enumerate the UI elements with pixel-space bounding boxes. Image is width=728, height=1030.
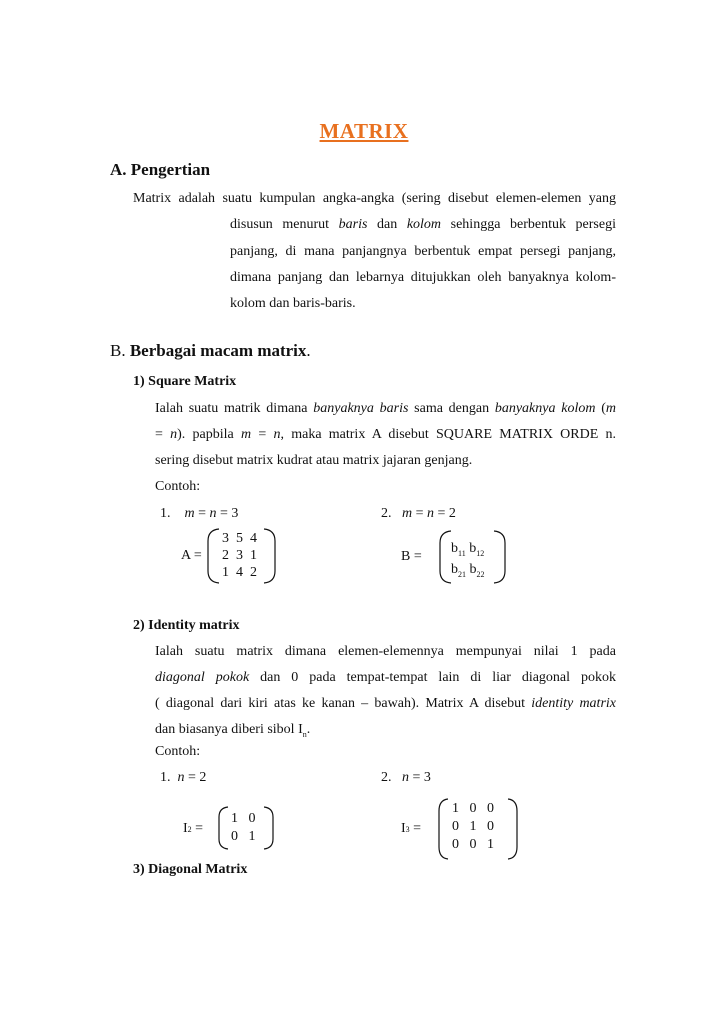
matrix-i3-row-3: 0 0 1 (452, 837, 494, 852)
matrix-i3-row-2: 0 1 0 (452, 819, 494, 834)
identity-line-1: Ialah suatu matrix dimana elemen-elemennya mempunyai nilai 1 pada (155, 644, 616, 659)
identity-contoh: Contoh: (155, 744, 201, 759)
section-a-heading: A. Pengertian (110, 160, 211, 179)
matrix-i3-row-1: 1 0 0 (452, 801, 494, 816)
matrix-b-row-2: $b_{21}$ $b_{22}$ (451, 562, 485, 579)
square-matrix-heading: 1) Square Matrix (133, 374, 237, 389)
identity-line-4: dan biasanya diberi sibol $I_n$. (155, 722, 311, 739)
section-a-line-2: disusun menurut baris dan kolom sehingga berbentuk persegi (230, 217, 616, 232)
matrix-a-row-1: 3 5 4 (222, 531, 257, 546)
section-a-line-3: panjang, di mana panjangnya berbentuk empat persegi panjang, (230, 244, 616, 259)
matrix-i2-row-1: 1 0 (231, 811, 256, 826)
square-line-3: sering disebut matrix kudrat atau matrix jajaran genjang. (155, 453, 473, 468)
square-contoh: Contoh: (155, 479, 201, 494)
matrix-i2-left-bracket (216, 805, 230, 851)
section-b-heading: B. Berbagai macam matrix. (110, 341, 311, 360)
matrix-b-right-bracket (492, 529, 508, 585)
matrix-i3-label: I3 = (401, 821, 422, 836)
section-a-line-1: Matrix adalah suatu kumpulan angka-angka (sering disebut elemen-elemen yang (133, 191, 616, 206)
matrix-a-row-3: 1 4 2 (222, 565, 257, 580)
section-a-line-4: dimana panjang dan lebarnya ditujukkan oleh banyaknya kolom- (230, 270, 616, 285)
matrix-a-label: A = (181, 548, 202, 563)
matrix-i3-left-bracket (436, 797, 450, 861)
section-a-line-5: kolom dan baris-baris. (230, 296, 356, 311)
square-line-2: = n). papbila m = n, maka matrix A disebut SQUARE MATRIX ORDE n. (155, 427, 617, 442)
square-line-1: Ialah suatu matrik dimana banyaknya baris sama dengan banyaknya kolom (m (155, 401, 616, 416)
matrix-a-right-bracket (262, 527, 278, 585)
matrix-a-row-2: 2 3 1 (222, 548, 257, 563)
square-example-2: 2. m = n = 2 (381, 506, 456, 521)
identity-matrix-heading: 2) Identity matrix (133, 618, 240, 633)
matrix-i2-right-bracket (262, 805, 276, 851)
matrix-a-left-bracket (205, 527, 221, 585)
matrix-i2-label: I2 = (183, 821, 204, 836)
square-example-1: 1. m = n = 3 (160, 506, 239, 521)
page-title: MATRIX (319, 119, 409, 143)
identity-example-2: 2. n = 3 (381, 770, 431, 785)
identity-line-3: ( diagonal dari kiri atas ke kanan – bawah). Matrix A disebut identity matrix (155, 696, 616, 711)
diagonal-matrix-heading: 3) Diagonal Matrix (133, 862, 248, 877)
identity-example-1: 1. n = 2 (160, 770, 207, 785)
identity-line-2: diagonal pokok dan 0 pada tempat-tempat lain di liar diagonal pokok (155, 670, 616, 685)
matrix-i2-row-2: 0 1 (231, 829, 256, 844)
matrix-b-row-1: $b_{11}$ $b_{12}$ (451, 541, 485, 558)
matrix-i3-right-bracket (506, 797, 520, 861)
matrix-b-label: B = (401, 549, 422, 564)
